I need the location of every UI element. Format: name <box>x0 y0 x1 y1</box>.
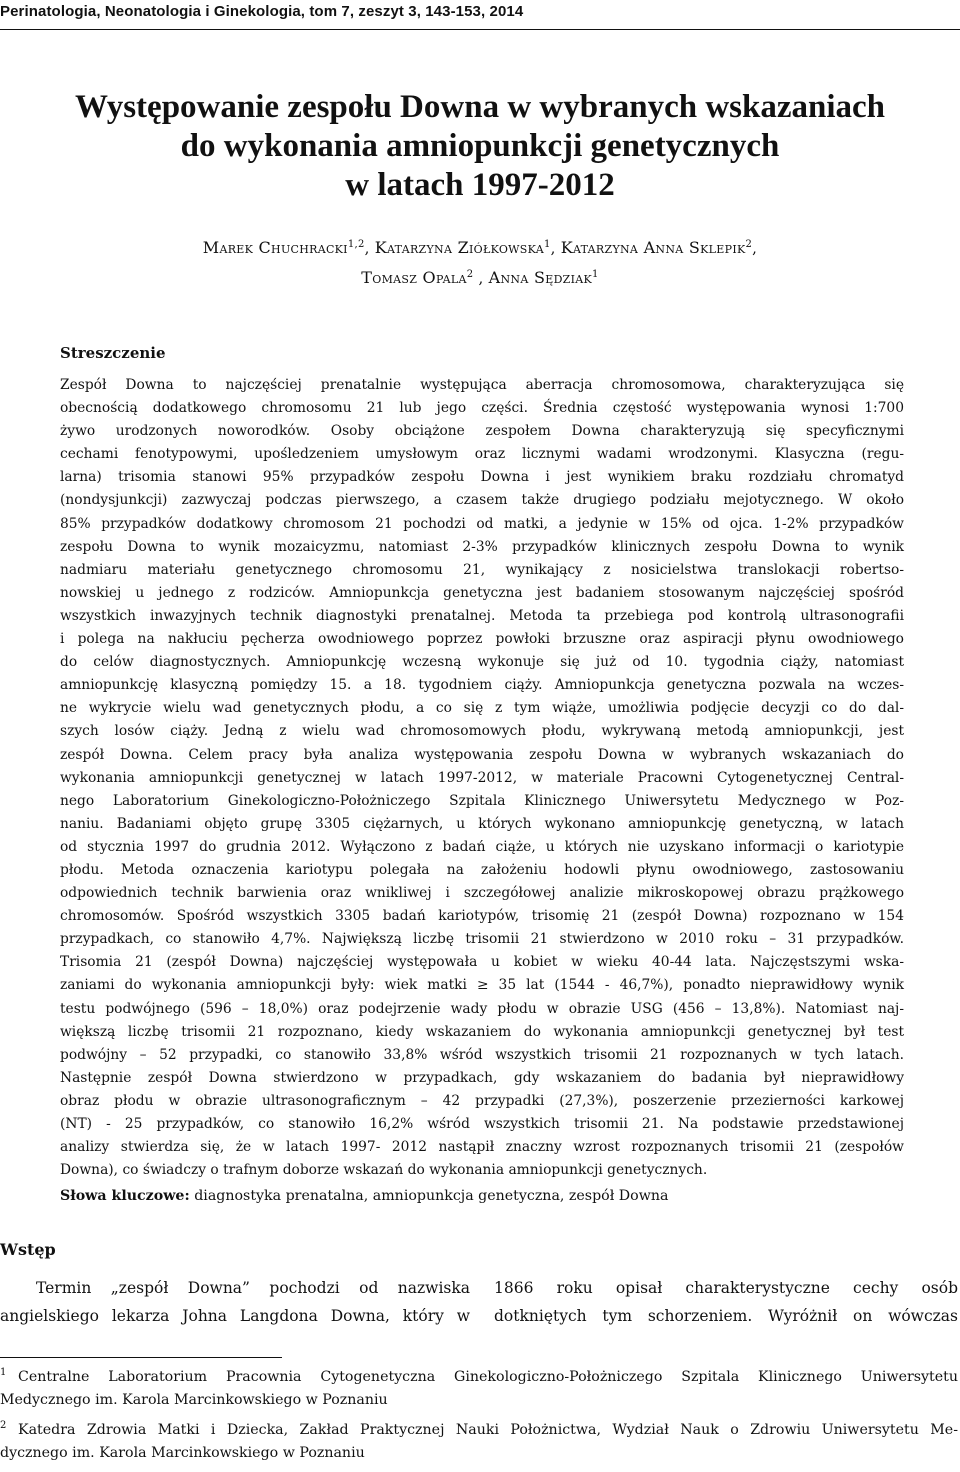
footnote-1 <box>0 1366 958 1411</box>
abstract-line: analizy stwierdza się, że w latach 1997- 2012 nastąpił znaczny wzrost rozpoznanych trisomii 21 (zespołów <box>60 1139 904 1156</box>
abstract-body <box>60 374 904 1182</box>
author-line-2 <box>0 263 960 293</box>
title-line: do wykonania amniopunkcji genetycznych <box>180 128 780 164</box>
text-line: 1866 roku opisał charakterystyczne cechy osób <box>494 1279 958 1297</box>
abstract-line: odpowiednich technik barwienia oraz wnikliwej i szczegółowej analizie mikroskopowej obrazu prążkowego <box>60 885 904 902</box>
abstract-line: szych losów ciąży. Jedną z wielu wad chromosomowych płodu, wykrywaną metodą amniopunkcji, jest <box>60 723 904 740</box>
abstract-line: przypadkach, co stanowiło 4,7%. Największą liczbę trisomii 21 stwierdzono w 2010 roku – 31 przypadków. <box>60 931 904 948</box>
article-title <box>0 88 960 205</box>
abstract-line: wykonania amniopunkcji genetycznej w latach 1997-2012, w materiale Pracowni Cytogenetycznej Central- <box>60 769 904 786</box>
abstract-line: zespół Downa. Celem pracy była analiza występowania zespołu Downa w wybranych wskazaniach do <box>60 746 904 763</box>
abstract-heading: Streszczenie <box>60 344 166 362</box>
abstract-line: Następnie zespół Downa stwierdzono w przypadkach, gdy wskazaniem do badania był nieprawidłowy <box>60 1069 904 1086</box>
abstract-line: wszystkich inwazyjnych technik diagnostyki prenatalnej. Metoda ta przebiega pod kontrolą ultrasonografii <box>60 607 904 624</box>
abstract-line: zaniami do wykonania amniopunkcji były: wiek matki ≥ 35 lat (1544 - 46,7%), ponadto nieprawidłowy wynik <box>60 977 904 994</box>
author-name: Katarzyna Ziółkowska <box>374 238 544 257</box>
abstract-line: ne wykrycie wielu wad genetycznych płodu, a co się z tym wiąże, umożliwia podjęcie decyzji co do dal- <box>60 700 904 717</box>
author-name: Anna Sędziak <box>488 268 593 287</box>
abstract-line: amniopunkcję klasyczną pomiędzy 15. a 18. tygodniem ciąży. Amniopunkcja genetyczna pozwala na wczes- <box>60 677 904 694</box>
abstract-line: większą liczbę trisomii 21 rozpoznano, kiedy wskazaniem do wykonania amniopunkcji genetycznej był test <box>60 1023 904 1040</box>
abstract-line: (nondysjunkcji) zazwyczaj podczas pierwszego, a czasem także drugiego podziału mejotycznego. W około <box>60 492 904 509</box>
title-line: w latach 1997-2012 <box>345 167 615 203</box>
author-separator: , <box>364 239 375 257</box>
abstract-line: Downa), co świadczy o trafnym doborze wskazań do wykonania amniopunkcji genetycznych. <box>60 1162 708 1179</box>
footnote-2 <box>0 1419 958 1464</box>
running-head: Perinatologia, Neonatologia i Ginekologia, tom 7, zeszyt 3, 143-153, 2014 <box>0 3 960 30</box>
abstract-line: zespołu Downa to wynik mozaicyzmu, natomiast 2-3% przypadków klinicznych zespołu Downa to wynik <box>60 538 904 555</box>
abstract-line: obraz płodu w obrazie ultrasonograficznym – 42 przypadki (27,3%), poszerzenie przezierności karkowej <box>60 1092 904 1109</box>
abstract-line: chromosomów. Spośród wszystkich 3305 badań kariotypów, trisomię 21 (zespół Downa) rozpoznano w 154 <box>60 908 904 925</box>
footnote-line: Katedra Zdrowia Matki i Dziecka, Zakład Praktycznej Nauki Położnictwa, Wydział Nauk o Zdrowiu Uniwersytetu Me- <box>18 1422 958 1438</box>
footnote-line: Medycznego im. Karola Marcinkowskiego w Poznaniu <box>0 1391 388 1408</box>
abstract-line: płodu. Metoda oznaczenia kariotypu polegała na założeniu hodowli płynu owodniowego, zastosowaniu <box>60 861 904 878</box>
author-affiliation-mark: 1,2 <box>347 239 365 250</box>
abstract-line: larna) trisomia stanowi 95% przypadków zespołu Downa i jest wynikiem braku rozdziału chromatyd <box>60 469 904 486</box>
abstract-line: nego Laboratorium Ginekologiczno-Położniczego Szpitala Klinicznego Uniwersytetu Medycznego w Poz- <box>60 792 904 809</box>
abstract-line: (NT) - 25 przypadków, co stanowiło 16,2% wśród wszystkich trisomii 21. Na podstawie przedstawionej <box>60 1116 904 1132</box>
author-affiliation-mark: 1 <box>543 239 551 250</box>
footnote-mark: 1 <box>0 1367 7 1378</box>
abstract-line: nadmiaru materiału genetycznego chromosomu 21, wynikający z nosicielstwa translokacji robertso- <box>60 561 904 578</box>
author-name: Tomasz Opala <box>361 268 467 287</box>
footnote-divider <box>0 1357 282 1358</box>
abstract-line: i polega na nakłuciu pęcherza owodniowego poprzez powłoki brzuszne oraz aspiracji płynu owodniowego <box>60 631 904 648</box>
footnote-line: dycznego im. Karola Marcinkowskiego w Poznaniu <box>0 1444 365 1461</box>
abstract-line: obecnością dodatkowego chromosomu 21 lub jego części. Średnia częstość występowania wynosi 1:700 <box>60 400 904 417</box>
abstract-line: Trisomia 21 (zespół Downa) najczęściej występowała u kobiet w wieku 40-44 lata. Najczęstszymi wska- <box>60 954 904 971</box>
footnote-line: Centralne Laboratorium Pracownia Cytogenetyczna Ginekologiczno-Położniczego Szpitala Klinicznego Uniwersytetu <box>18 1369 958 1385</box>
title-line: Występowanie zespołu Downa w wybranych wskazaniach <box>74 89 886 125</box>
intro-column-right <box>494 1274 958 1330</box>
text-line: Termin „zespół Downa” pochodzi od nazwiska <box>36 1279 470 1297</box>
footnote-mark: 2 <box>0 1420 7 1431</box>
abstract-line: żywo urodzonych noworodków. Osoby obciążone zespołem Downa charakteryzują się specyficznymi <box>60 423 904 440</box>
footnotes <box>0 1366 958 1472</box>
author-separator: , <box>473 269 489 287</box>
keywords-text: diagnostyka prenatalna, amniopunkcja genetyczna, zespół Downa <box>189 1188 669 1204</box>
author-affiliation-mark: 2 <box>745 239 753 250</box>
author-separator: , <box>550 239 561 257</box>
abstract-line: podwójny – 52 przypadki, co stanowiło 33,8% wśród wszystkich trisomii 21 rozpoznanych w tych latach. <box>60 1046 904 1063</box>
author-affiliation-mark: 2 <box>466 269 474 280</box>
author-separator: , <box>752 239 758 257</box>
author-affiliation-mark: 1 <box>592 269 599 280</box>
abstract-line: Zespół Downa to najczęściej prenatalnie występująca aberracja chromosomowa, charakteryzująca się <box>60 377 904 393</box>
abstract-line: testu podwójnego (596 – 18,0%) oraz podejrzenie wady płodu w obrazie USG (456 – 13,8%). Natomiast naj- <box>60 1000 904 1017</box>
abstract-line: cechami fenotypowymi, upośledzeniem umysłowym oraz licznymi wadami wrodzonymi. Klasyczna (regu- <box>60 446 904 463</box>
abstract-line: do celów diagnostycznych. Amniopunkcję wczesną wykonuje się już od 10. tygodnia ciąży, natomiast <box>60 654 904 671</box>
abstract-line: nowskiej u jednego z rodziców. Amniopunkcja genetyczna jest badaniem stosowanym najczęściej spośród <box>60 584 904 601</box>
author-name: Katarzyna Anna Sklepik <box>560 238 746 257</box>
intro-column-left <box>0 1274 470 1330</box>
keywords-label: Słowa kluczowe: <box>60 1188 190 1204</box>
author-name: Marek Chuchracki <box>202 238 348 257</box>
abstract-line: 85% przypadków dodatkowy chromosom 21 pochodzi od matki, a jedynie w 15% od ojca. 1-2% przypadków <box>60 515 904 532</box>
keywords <box>60 1188 920 1204</box>
section-heading-intro: Wstęp <box>0 1240 56 1259</box>
author-line-1 <box>0 233 960 263</box>
text-line: angielskiego lekarza Johna Langdona Downa, który w <box>0 1307 470 1325</box>
author-list <box>0 233 960 293</box>
abstract-line: od stycznia 1997 do grudnia 2012. Wyłączono z badań ciąże, u których nie uzyskano informacji o kariotypie <box>60 838 904 855</box>
text-line: dotkniętych tym schorzeniem. Wyróżnił on wówczas <box>494 1307 958 1325</box>
abstract-line: naniu. Badaniami objęto grupę 3305 ciężarnych, u których wykonano amniopunkcję genetyczną, w latach <box>60 815 904 832</box>
